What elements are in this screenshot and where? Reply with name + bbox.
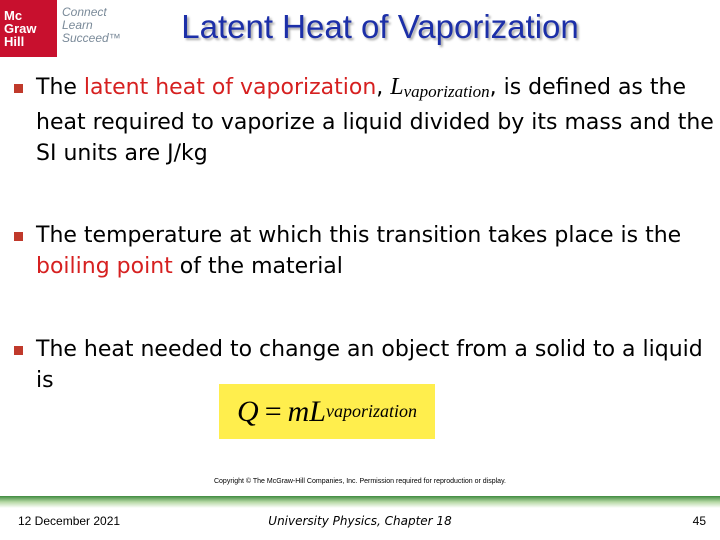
tagline-1: Connect <box>62 5 107 19</box>
slide-title: Latent Heat of Vaporization <box>181 8 579 45</box>
bullet-2-after: of the material <box>172 254 343 279</box>
bullet-latent-heat <box>10 72 716 169</box>
equation-rhs: mL <box>287 394 326 428</box>
logo-line-2: Graw <box>4 21 37 36</box>
bullet-square-icon <box>14 84 23 93</box>
equation-equals: = <box>264 394 282 428</box>
bullet-1-middle: , <box>376 75 391 100</box>
bullet-1-after: , is defined as the heat required to vaporize a liquid divided by its mass and the SI units are J/kg <box>36 75 714 166</box>
footer-course: University Physics, Chapter 18 <box>268 514 452 528</box>
symbol-L: L <box>390 74 404 100</box>
equation-lhs: Q <box>237 394 259 428</box>
bullet-square-icon <box>14 232 23 241</box>
footer-date: 12 December 2021 <box>18 514 121 528</box>
latent-heat-symbol <box>390 74 489 100</box>
logo-tagline <box>62 6 132 45</box>
page-number: 45 <box>692 514 706 528</box>
equation-subscript: vaporization <box>325 401 417 421</box>
logo-line-1: Mc <box>4 8 23 23</box>
bullet-1-before: The <box>36 75 84 100</box>
bullet-square-icon <box>14 346 23 355</box>
logo-line-3: Hill <box>4 34 25 49</box>
boiling-point-term: boiling point <box>36 254 173 279</box>
bullet-boiling-point <box>10 220 716 282</box>
vaporization-equation <box>219 384 435 439</box>
bullet-3-text: The heat needed to change an object from a solid to a liquid is <box>36 337 703 393</box>
bullet-2-before: The temperature at which this transition takes place is the <box>36 223 682 248</box>
logo-mark <box>0 0 57 57</box>
tagline-2: Learn <box>62 18 93 32</box>
tagline-3: Succeed™ <box>62 31 121 45</box>
copyright-notice: Copyright © The McGraw-Hill Companies, Inc. Permission required for reproduction or display. <box>213 478 506 485</box>
latent-heat-term: latent heat of vaporization <box>83 75 377 100</box>
publisher-logo <box>0 0 130 60</box>
symbol-subscript: vaporization <box>403 82 490 101</box>
